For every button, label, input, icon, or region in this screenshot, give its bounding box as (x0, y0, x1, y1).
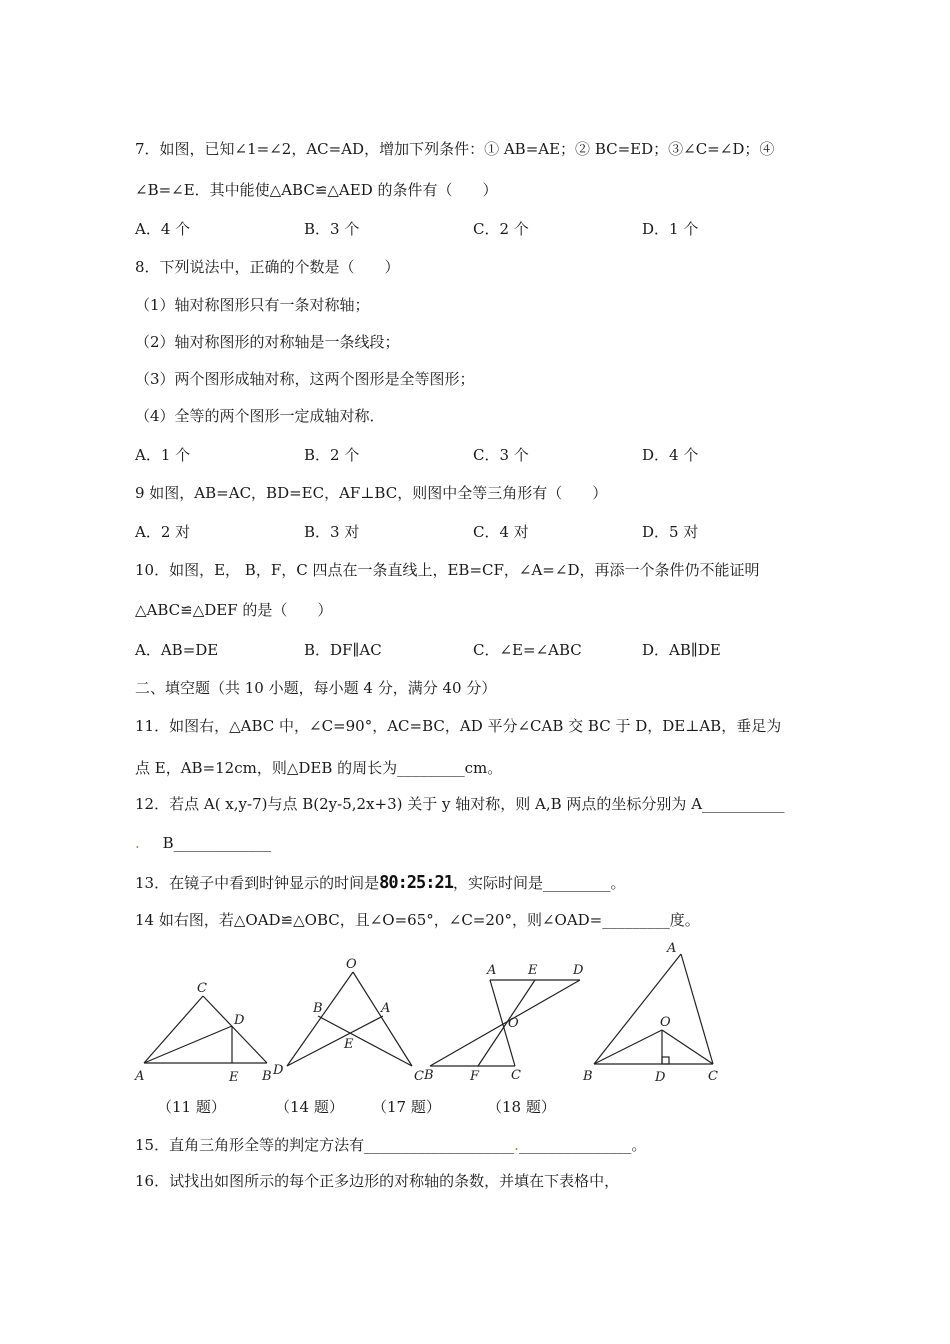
mirror-clock-display: 80:25:21 (379, 872, 453, 894)
q13-text-before: 13．在镜子中看到时钟显示的时间是 (135, 874, 380, 892)
q9-option-d: D．5 对 (642, 523, 699, 541)
q11-line1: 11．如图右，△ABC 中，∠C=90°，AC=BC，AD 平分∠CAB 交 BC 于 D，DE⊥AB，垂足为 (135, 717, 782, 735)
q14-line: 14 如右图，若△OAD≌△OBC，且∠O=65°，∠C=20°，则∠OAD=_________度。 (135, 911, 700, 929)
q16-line: 16．试找出如图所示的每个正多边形的对称轴的条数，并填在下表格中， (135, 1172, 620, 1190)
fig11-label-b: B (262, 1069, 272, 1084)
q8-item-2: （2）轴对称图形的对称轴是一条线段； (135, 333, 400, 351)
q8-option-d: D．4 个 (642, 446, 699, 464)
fig11-label-d: D (234, 1013, 245, 1028)
fig11-label-a: A (135, 1069, 145, 1084)
fig18-label-c: C (708, 1069, 718, 1084)
q10-option-b: B．DF∥AC (304, 641, 382, 659)
q10-option-d: D．AB∥DE (642, 641, 721, 659)
figure-17 (430, 980, 580, 1066)
q13-text-after: ，实际时间是_________。 (452, 874, 626, 892)
fig18-caption: （18 题） (487, 1098, 556, 1116)
q11-line2: 点 E，AB=12cm，则△DEB 的周长为_________cm。 (135, 759, 503, 777)
q10-line1: 10．如图，E， B，F，C 四点在一条直线上，EB=CF，∠A=∠D，再添一个条件仍不能证明 (135, 561, 760, 579)
q15-dot: . (514, 1136, 519, 1154)
q7-option-b: B．3 个 (304, 220, 360, 238)
fig17-label-f: F (470, 1069, 480, 1084)
q10-option-c: C．∠E=∠ABC (473, 641, 582, 659)
fig14-label-b: B (313, 1001, 323, 1016)
q8-option-b: B．2 个 (304, 446, 360, 464)
fig18-label-b: B (583, 1069, 593, 1084)
q8-option-a: A．1 个 (135, 446, 191, 464)
q8-item-4: （4）全等的两个图形一定成轴对称． (135, 407, 385, 425)
q9-option-a: A．2 对 (135, 523, 191, 541)
q9-stem: 9 如图，AB=AC，BD=EC，AF⊥BC，则图中全等三角形有（ ） (135, 484, 608, 502)
q10-option-a: A．AB=DE (135, 641, 219, 659)
q10-line2: △ABC≌△DEF 的是（ ） (135, 601, 333, 619)
fig17-label-d: D (573, 963, 584, 978)
q7-line1: 7．如图，已知∠1=∠2，AC=AD，增加下列条件：① AB=AE；② BC=ED；③∠C=∠D；④ (135, 140, 775, 158)
q9-option-c: C．4 对 (473, 523, 529, 541)
fig17-label-a: A (487, 963, 497, 978)
q12-line2 (135, 833, 271, 853)
q7-line2: ∠B=∠E．其中能使△ABC≌△AED 的条件有（ ） (135, 181, 498, 199)
section-heading: 二、填空题（共 10 小题，每小题 4 分，满分 40 分） (135, 679, 497, 697)
fig17-label-e: E (528, 963, 538, 978)
fig11-caption: （11 题） (157, 1098, 226, 1116)
q8-option-c: C．3 个 (473, 446, 529, 464)
fig17-label-b: B (424, 1068, 434, 1083)
fig17-label-c: C (511, 1068, 521, 1083)
fig14-caption: （14 题） (275, 1098, 344, 1116)
fig18-label-d: D (655, 1070, 666, 1085)
q15-text-before: 15．直角三角形全等的判定方法有____________________ (135, 1136, 515, 1154)
q13-line (135, 873, 626, 893)
q15-line (135, 1135, 646, 1155)
fig14-label-o: O (346, 957, 357, 972)
q8-stem: 8．下列说法中，正确的个数是（ ） (135, 258, 400, 276)
q12-line1: 12．若点 A( x,y-7)与点 B(2y-5,2x+3) 关于 y 轴对称，则 A,B 两点的坐标分别为 A___________ (135, 795, 785, 813)
fig17-label-o: O (508, 1016, 519, 1031)
q12-dot: . (135, 834, 140, 852)
fig14-label-d: D (273, 1063, 284, 1078)
q12-b-blank: B_____________ (162, 834, 272, 852)
fig11-label-c: C (197, 981, 207, 996)
q8-item-1: （1）轴对称图形只有一条对称轴； (135, 296, 370, 314)
fig14-label-c: C (414, 1069, 424, 1084)
q7-option-d: D．1 个 (642, 220, 699, 238)
figure-18 (594, 954, 713, 1064)
fig11-label-e: E (229, 1070, 239, 1085)
fig18-label-o: O (660, 1015, 671, 1030)
q7-option-c: C．2 个 (473, 220, 529, 238)
fig14-label-e: E (344, 1037, 354, 1052)
q7-option-a: A．4 个 (135, 220, 191, 238)
geometry-figures (0, 940, 950, 1100)
figure-11 (144, 996, 267, 1063)
q8-item-3: （3）两个图形成轴对称，这两个图形是全等图形； (135, 370, 475, 388)
fig18-label-a: A (667, 941, 677, 956)
fig17-caption: （17 题） (372, 1098, 441, 1116)
q15-text-after: _______________。 (518, 1136, 647, 1154)
q9-option-b: B．3 对 (304, 523, 360, 541)
fig14-label-a: A (381, 1001, 391, 1016)
